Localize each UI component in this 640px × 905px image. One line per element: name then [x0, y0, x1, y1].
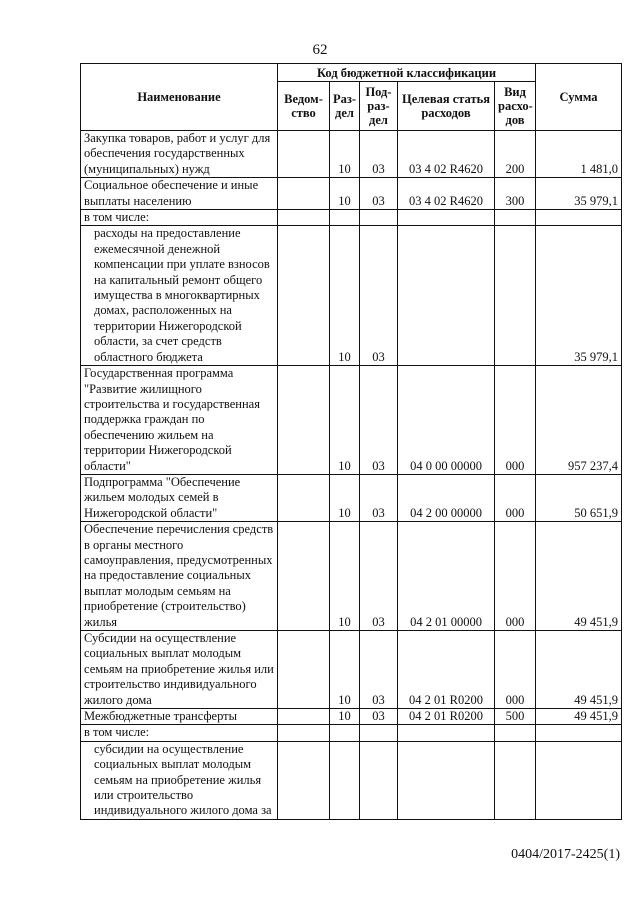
row-razdel: 10: [330, 709, 360, 725]
row-vid: [495, 741, 536, 819]
row-celevaya: 04 2 01 R0200: [398, 709, 495, 725]
row-podrazdel: [360, 210, 398, 226]
row-name: Подпрограмма "Обеспечение жильем молодых семей в Нижегородской области": [84, 474, 241, 520]
row-vid: 000: [495, 474, 536, 521]
row-vedomstvo: [278, 725, 330, 741]
table-row: [81, 131, 622, 178]
row-vedomstvo: [278, 522, 330, 631]
row-name: в том числе:: [84, 210, 150, 225]
row-vedomstvo: [278, 366, 330, 475]
row-vedomstvo: [278, 741, 330, 819]
row-name: Субсидии на осуществление социальных выплат молодым семьям на приобретение жилья или строительство индивидуального жилого дома: [84, 631, 274, 707]
budget-table: [80, 63, 622, 820]
row-razdel: 10: [330, 366, 360, 475]
row-podrazdel: 03: [360, 178, 398, 210]
row-name: Социальное обеспечение и иные выплаты населению: [84, 178, 259, 208]
row-name: субсидии на осуществление социальных выплат молодым семьям на приобретение жилья или строительство индивидуального жилого дома за: [94, 741, 272, 818]
document-code: 0404/2017-2425(1): [511, 847, 620, 862]
row-summa: 1 481,0: [536, 131, 622, 178]
row-vid: [495, 210, 536, 226]
table-row: [81, 226, 622, 366]
row-vedomstvo: [278, 631, 330, 709]
table-row: [81, 178, 622, 210]
row-razdel: 10: [330, 226, 360, 366]
row-summa: 49 451,9: [536, 631, 622, 709]
row-celevaya: 04 2 01 00000: [398, 522, 495, 631]
row-vid: 300: [495, 178, 536, 210]
row-razdel: [330, 725, 360, 741]
row-podrazdel: 03: [360, 631, 398, 709]
row-vid: 000: [495, 522, 536, 631]
row-summa: 50 651,9: [536, 474, 622, 521]
table-row: [81, 522, 622, 631]
table-row: [81, 474, 622, 521]
header-budget-code-group: Код бюджетной классификации: [278, 64, 536, 82]
row-vid: [495, 226, 536, 366]
page-number: 62: [312, 42, 328, 58]
row-vedomstvo: [278, 131, 330, 178]
row-celevaya: 03 4 02 R4620: [398, 178, 495, 210]
row-vedomstvo: [278, 226, 330, 366]
row-name: Межбюджетные трансферты: [84, 709, 238, 724]
header-razdel: Раз-дел: [330, 82, 360, 131]
row-summa: 957 237,4: [536, 366, 622, 475]
row-razdel: 10: [330, 178, 360, 210]
header-vid-rashodov: Вид расхо-дов: [495, 82, 536, 131]
row-vedomstvo: [278, 474, 330, 521]
row-summa: 49 451,9: [536, 522, 622, 631]
row-podrazdel: [360, 741, 398, 819]
row-celevaya: [398, 210, 495, 226]
row-vid: [495, 725, 536, 741]
header-name: Наименование: [81, 64, 278, 131]
row-celevaya: 04 0 00 00000: [398, 366, 495, 475]
row-razdel: [330, 741, 360, 819]
table-row: [81, 631, 622, 709]
row-celevaya: 04 2 01 R0200: [398, 631, 495, 709]
row-podrazdel: 03: [360, 709, 398, 725]
row-podrazdel: 03: [360, 474, 398, 521]
row-summa: [536, 210, 622, 226]
row-celevaya: [398, 725, 495, 741]
header-podrazdel: Под-раз-дел: [360, 82, 398, 131]
row-podrazdel: 03: [360, 366, 398, 475]
row-vedomstvo: [278, 709, 330, 725]
row-vedomstvo: [278, 178, 330, 210]
table-row: [81, 725, 622, 741]
row-podrazdel: 03: [360, 226, 398, 366]
row-razdel: 10: [330, 474, 360, 521]
table-row: [81, 709, 622, 725]
row-celevaya: 04 2 00 00000: [398, 474, 495, 521]
row-razdel: [330, 210, 360, 226]
header-summa: Сумма: [536, 64, 622, 131]
row-summa: 35 979,1: [536, 226, 622, 366]
table-row: [81, 741, 622, 819]
row-summa: 49 451,9: [536, 709, 622, 725]
row-name: Обеспечение перечисления средств в органы местного самоуправления, предусмотренных на предоставление социальных выплат молодым семьям на приобретение (строительство) жилья: [84, 522, 274, 629]
row-razdel: 10: [330, 522, 360, 631]
row-vid: 200: [495, 131, 536, 178]
header-vedomstvo: Ведом-ство: [278, 82, 330, 131]
row-name: Государственная программа "Развитие жилищного строительства и государственная поддержка граждан по обеспечению жильем на территории Нижегородской области": [84, 366, 260, 473]
table-row: [81, 366, 622, 475]
row-podrazdel: [360, 725, 398, 741]
row-celevaya: [398, 741, 495, 819]
row-name: Закупка товаров, работ и услуг для обеспечения государственных (муниципальных) нужд: [84, 131, 271, 176]
row-razdel: 10: [330, 631, 360, 709]
row-podrazdel: 03: [360, 522, 398, 631]
row-vid: 000: [495, 366, 536, 475]
row-vedomstvo: [278, 210, 330, 226]
table-row: [81, 210, 622, 226]
row-name: в том числе:: [84, 725, 150, 740]
row-summa: [536, 725, 622, 741]
row-name: расходы на предоставление ежемесячной денежной компенсации при уплате взносов на капитальный ремонт общего имущества в многоквартирных домах, расположенных на территории Нижегородской области, за счет средств областного бюджета: [94, 226, 270, 364]
row-vid: 000: [495, 631, 536, 709]
row-podrazdel: 03: [360, 131, 398, 178]
row-summa: 35 979,1: [536, 178, 622, 210]
header-celevaya-statya: Целевая статья расходов: [398, 82, 495, 131]
row-razdel: 10: [330, 131, 360, 178]
row-vid: 500: [495, 709, 536, 725]
row-celevaya: 03 4 02 R4620: [398, 131, 495, 178]
row-summa: [536, 741, 622, 819]
row-celevaya: [398, 226, 495, 366]
